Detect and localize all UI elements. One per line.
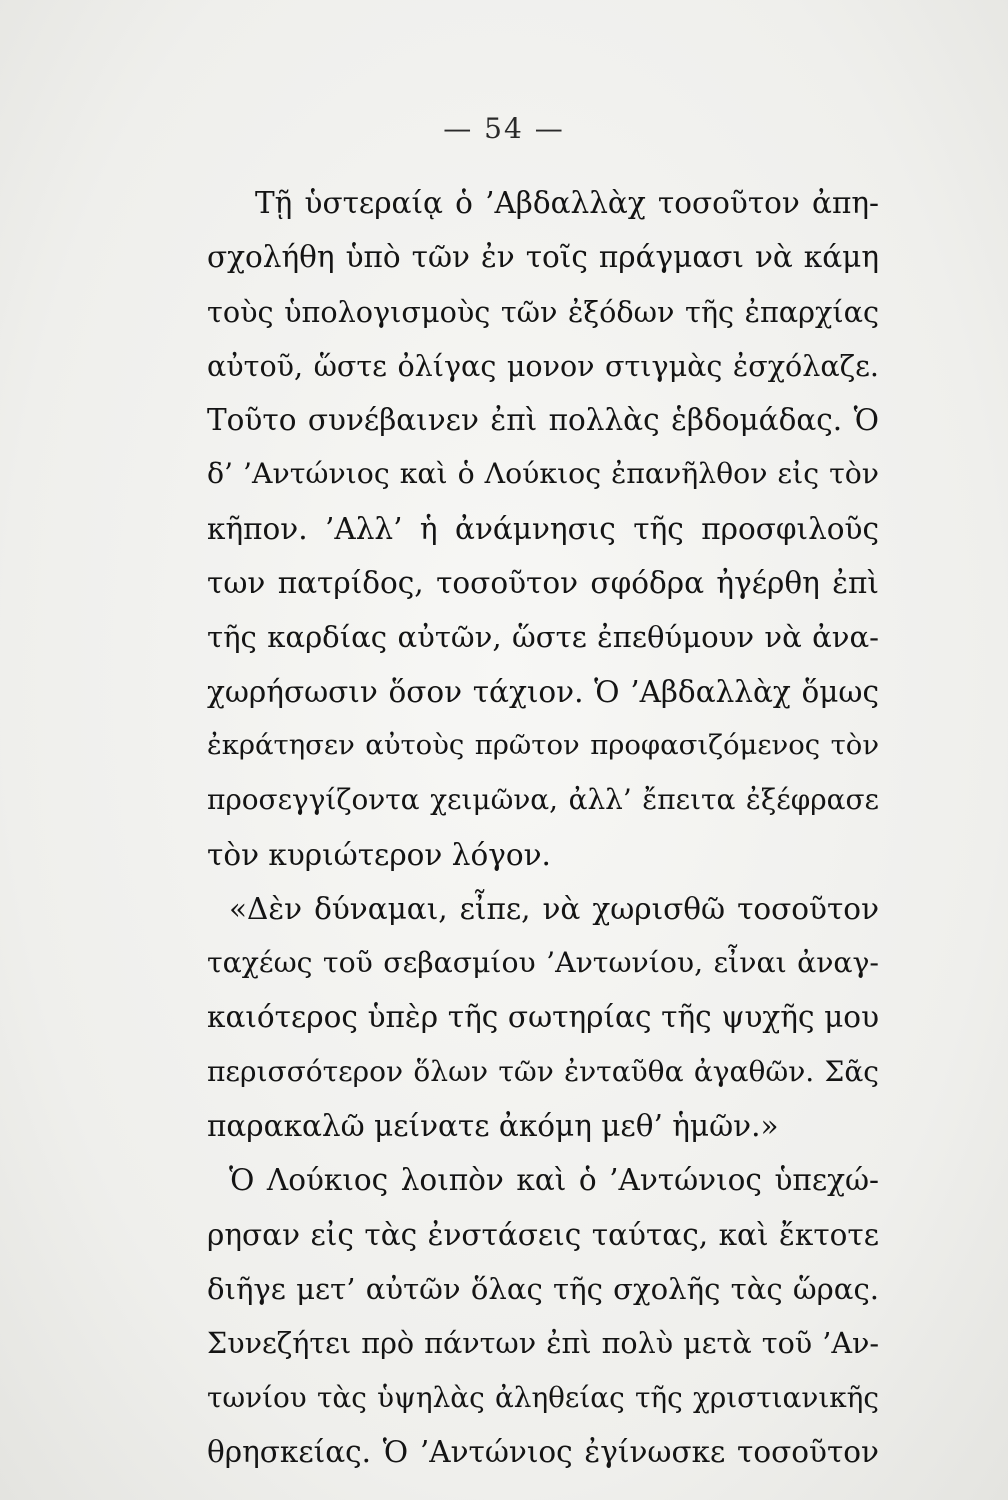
text-line: τὸν κυριώτερον λόγον. <box>207 837 551 872</box>
text-line: τωνίου τὰς ὑψηλὰς ἀληθείας τῆς χριστιανικῆς <box>207 1380 879 1414</box>
text-line: τοὺς ὑπολογισμοὺς τῶν ἐξόδων τῆς ἐπαρχίας <box>207 294 879 329</box>
text-line: ἐκράτησεν αὐτοὺς πρῶτον προφασιζόμενος τὸν <box>207 729 879 761</box>
text-line: προσεγγίζοντα χειμῶνα, ἀλλ’ ἔπειτα ἐξέφρασε <box>207 783 879 817</box>
text-line: δ’ ’Αντώνιος καὶ ὁ Λούκιος ἐπανῆλθον εἰς τὸν <box>207 457 879 491</box>
text-line: Τοῦτο συνέβαινεν ἐπὶ πολλὰς ἑβδομάδας. Ὁ <box>207 403 879 438</box>
text-line: τῆς καρδίας αὐτῶν, ὥστε ἐπεθύμουν νὰ ἀνα- <box>207 620 879 655</box>
text-line: των πατρίδος, τοσοῦτον σφόδρα ἠγέρθη ἐπὶ <box>207 566 879 601</box>
text-line: ρησαν εἰς τὰς ἐνστάσεις ταύτας, καὶ ἔκτοτε <box>207 1217 879 1252</box>
text-line: καιότερος ὑπὲρ τῆς σωτηρίας τῆς ψυχῆς μου <box>207 1000 879 1035</box>
text-line: θρησκείας. Ὁ ’Αντώνιος ἐγίνωσκε τοσοῦτον <box>207 1434 879 1469</box>
text-line: Ὁ Λούκιος λοιπὸν καὶ ὁ ’Αντώνιος ὑπεχώ- <box>229 1163 879 1198</box>
text-line: σχολήθη ὑπὸ τῶν ἐν τοῖς πράγμασι νὰ κάμη <box>207 240 879 275</box>
text-line: περισσότερον ὅλων τῶν ἐνταῦθα ἀγαθῶν. Σᾶς <box>207 1054 879 1088</box>
text-line: Συνεζήτει πρὸ πάντων ἐπὶ πολὺ μετὰ τοῦ ’Αν- <box>207 1326 879 1361</box>
body-text <box>207 176 879 1479</box>
text-line: χωρήσωσιν ὅσον τάχιον. Ὁ ’Αβδαλλὰχ ὅμως <box>207 674 879 709</box>
text-line: παρακαλῶ μείνατε ἀκόμη μεθ’ ἡμῶν.» <box>207 1109 779 1144</box>
page-number: — 54 — <box>443 112 565 145</box>
text-line: ταχέως τοῦ σεβασμίου ’Αντωνίου, εἶναι ἀναγ- <box>207 946 879 980</box>
text-line: αὐτοῦ, ὥστε ὀλίγας μονον στιγμὰς ἐσχόλαζε. <box>207 348 879 383</box>
text-line: Τῇ ὑστεραίᾳ ὁ ’Αβδαλλὰχ τοσοῦτον ἀπη- <box>255 186 879 220</box>
text-line: «Δὲν δύναμαι, εἶπε, νὰ χωρισθῶ τοσοῦτον <box>229 891 879 926</box>
text-line: διῆγε μετ’ αὐτῶν ὅλας τῆς σχολῆς τὰς ὥρας. <box>207 1271 879 1306</box>
text-line: κῆπον. ’Αλλ’ ἡ ἀνάμνησις τῆς προσφιλοῦς <box>207 511 879 546</box>
